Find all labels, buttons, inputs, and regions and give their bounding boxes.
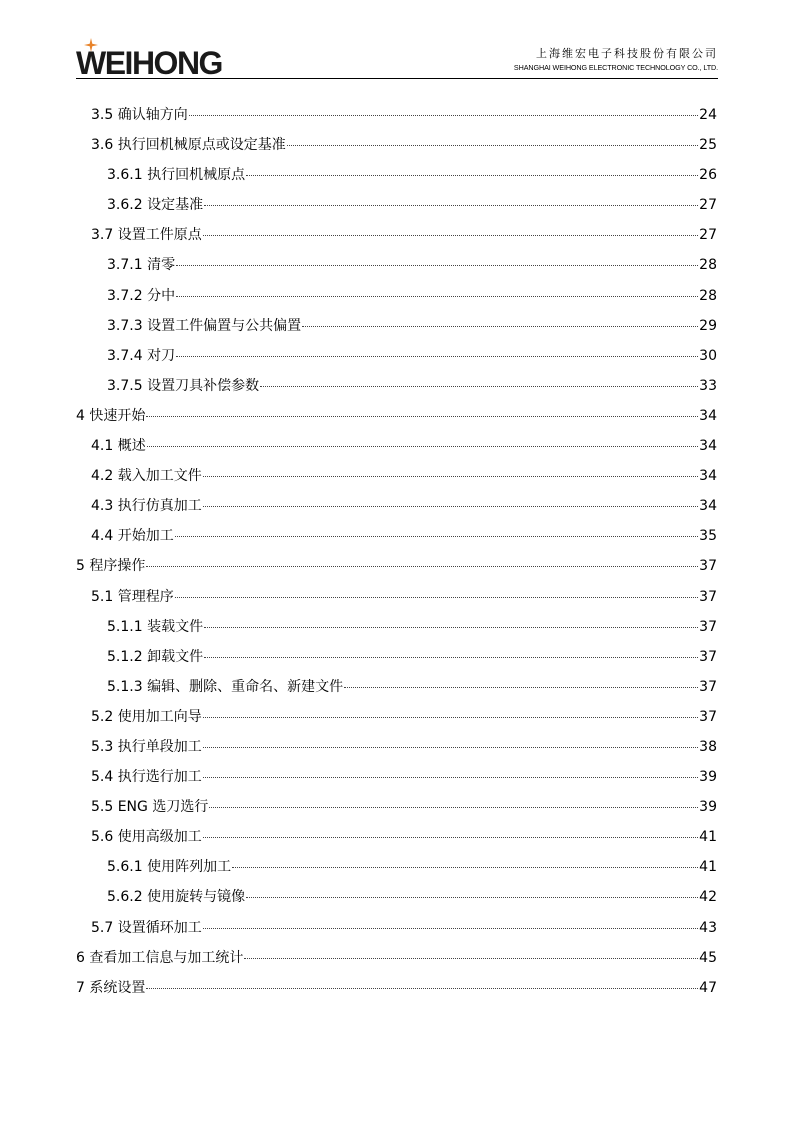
toc-page-number: 26 xyxy=(699,167,717,184)
toc-dot-leader xyxy=(302,326,698,327)
toc-page-number: 30 xyxy=(699,347,717,364)
toc-entry-title: 5.1 管理程序 xyxy=(91,588,174,605)
toc-entry[interactable] xyxy=(76,190,717,220)
toc-page-number: 37 xyxy=(699,708,717,725)
toc-dot-leader xyxy=(204,627,698,628)
toc-page-number: 34 xyxy=(699,407,717,424)
toc-dot-leader xyxy=(146,988,698,989)
company-name-en: SHANGHAI WEIHONG ELECTRONIC TECHNOLOGY CO., LTD. xyxy=(513,63,718,72)
toc-page-number: 39 xyxy=(699,799,717,816)
toc-entry-title: 3.6.1 执行回机械原点 xyxy=(107,167,246,184)
toc-entry-title: 4 快速开始 xyxy=(76,407,146,424)
toc-dot-leader xyxy=(203,717,698,718)
toc-dot-leader xyxy=(287,145,698,146)
toc-dot-leader xyxy=(209,807,698,808)
toc-entry-title: 5.4 执行选行加工 xyxy=(91,769,202,786)
toc-page-number: 37 xyxy=(699,588,717,605)
toc-entry-title: 5.7 设置循环加工 xyxy=(91,919,202,936)
toc-entry-title: 3.7.5 设置刀具补偿参数 xyxy=(107,377,260,394)
toc-dot-leader xyxy=(204,657,698,658)
toc-page-number: 41 xyxy=(699,829,717,846)
toc-page-number: 35 xyxy=(699,528,717,545)
toc-entry[interactable] xyxy=(76,461,717,491)
toc-page-number: 37 xyxy=(699,648,717,665)
toc-dot-leader xyxy=(146,416,698,417)
toc-page-number: 33 xyxy=(699,377,717,394)
toc-page-number: 27 xyxy=(699,197,717,214)
table-of-contents xyxy=(76,100,717,1003)
toc-entry-title: 3.6.2 设定基准 xyxy=(107,197,204,214)
toc-entry[interactable] xyxy=(76,160,717,190)
toc-page-number: 34 xyxy=(699,498,717,515)
toc-entry-title: 4.4 开始加工 xyxy=(91,528,174,545)
toc-page-number: 27 xyxy=(699,227,717,244)
toc-entry-title: 5.6.1 使用阵列加工 xyxy=(107,859,232,876)
toc-dot-leader xyxy=(147,446,698,447)
toc-page-number: 38 xyxy=(699,738,717,755)
toc-entry-title: 5.5 ENG 选刀选行 xyxy=(91,799,209,816)
toc-entry-title: 3.7.4 对刀 xyxy=(107,347,176,364)
toc-dot-leader xyxy=(232,867,698,868)
toc-entry[interactable] xyxy=(76,521,717,551)
toc-entry[interactable] xyxy=(76,672,717,702)
toc-page-number: 47 xyxy=(699,979,717,996)
toc-entry[interactable] xyxy=(76,100,717,130)
toc-dot-leader xyxy=(175,536,698,537)
toc-entry[interactable] xyxy=(76,762,717,792)
toc-dot-leader xyxy=(260,386,698,387)
toc-entry[interactable] xyxy=(76,401,717,431)
toc-entry[interactable] xyxy=(76,822,717,852)
toc-page-number: 34 xyxy=(699,438,717,455)
toc-entry-title: 5.6.2 使用旋转与镜像 xyxy=(107,889,246,906)
toc-dot-leader xyxy=(203,747,698,748)
toc-entry[interactable] xyxy=(76,250,717,280)
toc-dot-leader xyxy=(176,356,698,357)
toc-entry-title: 7 系统设置 xyxy=(76,979,146,996)
toc-entry-title: 4.1 概述 xyxy=(91,438,146,455)
toc-dot-leader xyxy=(175,597,698,598)
toc-entry-title: 5.2 使用加工向导 xyxy=(91,708,202,725)
toc-entry[interactable] xyxy=(76,732,717,762)
toc-entry[interactable] xyxy=(76,792,717,822)
toc-entry-title: 5 程序操作 xyxy=(76,558,146,575)
toc-dot-leader xyxy=(203,476,698,477)
toc-dot-leader xyxy=(176,296,698,297)
toc-entry[interactable] xyxy=(76,702,717,732)
toc-dot-leader xyxy=(203,777,698,778)
toc-dot-leader xyxy=(176,265,698,266)
toc-entry-title: 5.1.2 卸载文件 xyxy=(107,648,204,665)
toc-page-number: 37 xyxy=(699,618,717,635)
toc-entry-title: 3.7.1 清零 xyxy=(107,257,176,274)
toc-entry[interactable] xyxy=(76,612,717,642)
toc-entry[interactable] xyxy=(76,642,717,672)
toc-entry[interactable] xyxy=(76,973,717,1003)
toc-entry-title: 3.5 确认轴方向 xyxy=(91,107,188,123)
toc-entry-title: 6 查看加工信息与加工统计 xyxy=(76,949,244,966)
toc-dot-leader xyxy=(189,115,698,116)
toc-dot-leader xyxy=(203,235,698,236)
toc-entry-title: 5.1.1 装载文件 xyxy=(107,618,204,635)
toc-dot-leader xyxy=(203,928,698,929)
company-name xyxy=(514,48,718,71)
toc-dot-leader xyxy=(244,958,698,959)
toc-page-number: 43 xyxy=(699,919,717,936)
toc-dot-leader xyxy=(344,687,698,688)
toc-entry-title: 3.7.3 设置工件偏置与公共偏置 xyxy=(107,317,302,334)
toc-entry-title: 5.3 执行单段加工 xyxy=(91,738,202,755)
page-header xyxy=(76,36,718,80)
toc-entry[interactable] xyxy=(76,371,717,401)
toc-dot-leader xyxy=(203,506,698,507)
toc-entry-title: 5.6 使用高级加工 xyxy=(91,829,202,846)
toc-page-number: 39 xyxy=(699,769,717,786)
toc-dot-leader xyxy=(203,837,698,838)
header-divider xyxy=(76,78,718,79)
company-name-cn: 上海维宏电子科技股份有限公司 xyxy=(536,47,718,60)
toc-entry[interactable] xyxy=(76,491,717,521)
toc-entry[interactable] xyxy=(76,220,717,250)
toc-page-number: 28 xyxy=(699,287,717,304)
toc-page-number: 41 xyxy=(699,859,717,876)
toc-entry[interactable] xyxy=(76,551,717,581)
toc-page-number: 29 xyxy=(699,317,717,334)
toc-entry[interactable] xyxy=(76,882,717,912)
toc-entry-title: 3.7.2 分中 xyxy=(107,287,176,304)
toc-entry-title: 3.7 设置工件原点 xyxy=(91,227,202,244)
toc-dot-leader xyxy=(246,175,698,176)
toc-entry[interactable] xyxy=(76,582,717,612)
toc-entry[interactable] xyxy=(76,913,717,943)
toc-entry[interactable] xyxy=(76,852,717,882)
toc-entry-title: 4.3 执行仿真加工 xyxy=(91,498,202,515)
toc-page-number: 37 xyxy=(699,558,717,575)
toc-page-number: 34 xyxy=(699,468,717,485)
toc-entry-title: 4.2 载入加工文件 xyxy=(91,468,202,485)
toc-entry[interactable] xyxy=(76,341,717,371)
toc-dot-leader xyxy=(146,566,698,567)
toc-page-number: 28 xyxy=(699,257,717,274)
toc-page-number: 24 xyxy=(699,107,717,123)
toc-page-number: 37 xyxy=(699,678,717,695)
logo-wordmark: WEIHONG xyxy=(76,45,222,81)
toc-entry[interactable] xyxy=(76,311,717,341)
toc-entry[interactable] xyxy=(76,130,717,160)
toc-page-number: 42 xyxy=(699,889,717,906)
toc-page-number: 45 xyxy=(699,949,717,966)
toc-dot-leader xyxy=(204,205,698,206)
toc-entry-title: 3.6 执行回机械原点或设定基准 xyxy=(91,137,286,154)
toc-dot-leader xyxy=(246,897,698,898)
toc-entry-title: 5.1.3 编辑、删除、重命名、新建文件 xyxy=(107,678,344,695)
toc-entry[interactable] xyxy=(76,281,717,311)
toc-entry[interactable] xyxy=(76,943,717,973)
toc-entry[interactable] xyxy=(76,431,717,461)
toc-page-number: 25 xyxy=(699,137,717,154)
